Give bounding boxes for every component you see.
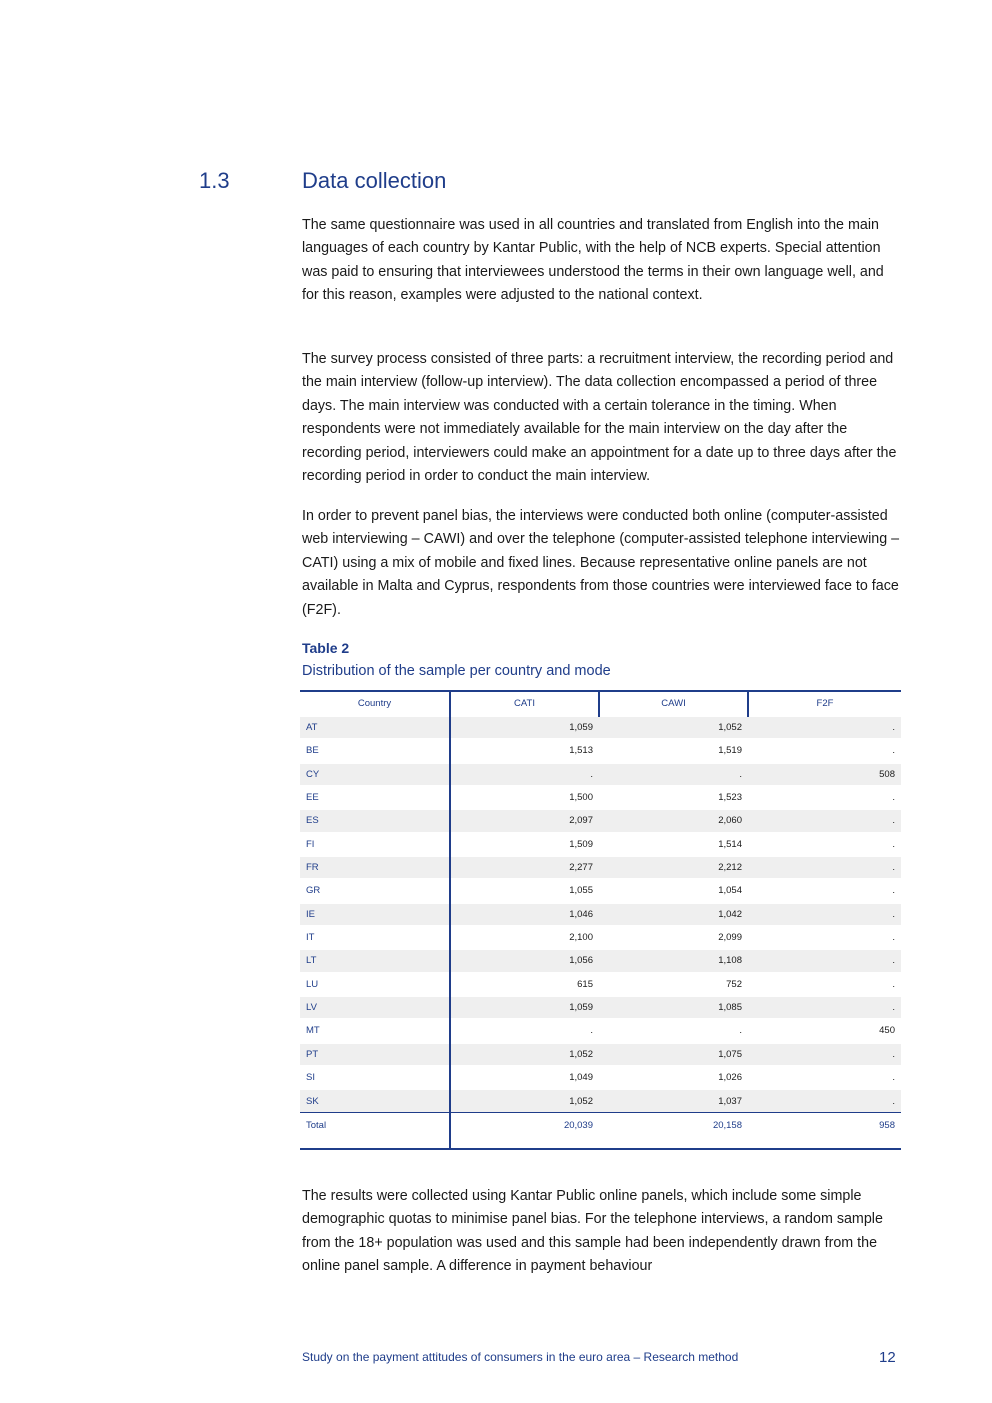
cell-f2f: . (748, 949, 901, 972)
cell-f2f: . (748, 739, 901, 762)
cell-country: IT (300, 926, 450, 949)
cell-cati: 615 (450, 973, 599, 996)
cell-cawi: 1,075 (599, 1043, 748, 1066)
cell-cati: 1,046 (450, 903, 599, 926)
cell-country: MT (300, 1019, 450, 1042)
section-number: 1.3 (199, 168, 230, 193)
header-f2f: F2F (748, 691, 901, 716)
table-row (300, 949, 901, 972)
cell-cawi: 1,037 (599, 1089, 748, 1112)
cell-f2f: 508 (748, 763, 901, 786)
cell-cati: 1,052 (450, 1089, 599, 1112)
cell-f2f: . (748, 833, 901, 856)
table-header-row (300, 691, 901, 716)
table-row (300, 716, 901, 739)
table-row (300, 1089, 901, 1112)
cell-cati: 1,509 (450, 833, 599, 856)
cell-f2f: . (748, 903, 901, 926)
page-number: 12 (879, 1349, 896, 1366)
cell-country: GR (300, 879, 450, 902)
cell-cati: 2,277 (450, 856, 599, 879)
cell-cawi: 1,042 (599, 903, 748, 926)
cell-cawi: 1,026 (599, 1066, 748, 1089)
table-row (300, 786, 901, 809)
paragraph-results: The results were collected using Kantar Public online panels, which include some simple demographic quotas to minimise panel bias. For the telephone interviews, a random sample from the 18+ population was used and this sample had been independently drawn from the online panel sample. A difference in payment behaviour (302, 1188, 883, 1275)
cell-cawi: . (599, 763, 748, 786)
table-row (300, 903, 901, 926)
table-row (300, 879, 901, 902)
cell-cati: 1,056 (450, 949, 599, 972)
cell-cawi: 1,519 (599, 739, 748, 762)
table-row (300, 809, 901, 832)
cell-cati: 1,052 (450, 1043, 599, 1066)
cell-cawi: 1,108 (599, 949, 748, 972)
cell-f2f: . (748, 1066, 901, 1089)
cell-country: LU (300, 973, 450, 996)
cell-country: FR (300, 856, 450, 879)
table-row (300, 1019, 901, 1042)
cell-cati: 2,100 (450, 926, 599, 949)
cell-f2f: . (748, 856, 901, 879)
cell-country: SI (300, 1066, 450, 1089)
cell-cati: 1,513 (450, 739, 599, 762)
total-cati: 20,039 (450, 1113, 599, 1150)
cell-country: CY (300, 763, 450, 786)
cell-f2f: . (748, 786, 901, 809)
cell-country: ES (300, 809, 450, 832)
cell-f2f: . (748, 973, 901, 996)
section-title: Data collection (302, 168, 447, 193)
table-total-row (300, 1113, 901, 1150)
cell-cati: 2,097 (450, 809, 599, 832)
cell-f2f: . (748, 879, 901, 902)
cell-country: AT (300, 716, 450, 739)
cell-country: IE (300, 903, 450, 926)
cell-cati: 1,059 (450, 716, 599, 739)
total-f2f: 958 (748, 1113, 901, 1150)
table-caption: Distribution of the sample per country and mode (302, 663, 611, 679)
table-row (300, 926, 901, 949)
cell-f2f: . (748, 716, 901, 739)
table-label: Table 2 (302, 640, 350, 656)
cell-f2f: . (748, 996, 901, 1019)
cell-f2f: . (748, 809, 901, 832)
cell-cati: . (450, 763, 599, 786)
cell-cawi: 2,060 (599, 809, 748, 832)
cell-cati: 1,059 (450, 996, 599, 1019)
cell-country: LT (300, 949, 450, 972)
cell-f2f: 450 (748, 1019, 901, 1042)
cell-f2f: . (748, 926, 901, 949)
header-cawi: CAWI (599, 691, 748, 716)
cell-cawi: 1,514 (599, 833, 748, 856)
table-row (300, 739, 901, 762)
footer-text: Study on the payment attitudes of consumers in the euro area – Research method (302, 1350, 739, 1364)
cell-cawi: 1,085 (599, 996, 748, 1019)
cell-country: LV (300, 996, 450, 1019)
cell-f2f: . (748, 1043, 901, 1066)
table-row (300, 833, 901, 856)
cell-f2f: . (748, 1089, 901, 1112)
table-row (300, 763, 901, 786)
total-cawi: 20,158 (599, 1113, 748, 1150)
paragraph-panel-bias: In order to prevent panel bias, the interviews were conducted both online (computer-assisted web interviewing – CAWI) and over the telephone (computer-assisted telephone interviewing – CATI) using a mix of mobile and fixed lines. Because representative online panels are not available in Malta and Cyprus, respondents from those countries were interviewed face to face (F2F). (302, 508, 900, 618)
cell-country: EE (300, 786, 450, 809)
cell-cawi: 752 (599, 973, 748, 996)
header-country: Country (300, 691, 450, 716)
cell-cawi: 1,054 (599, 879, 748, 902)
cell-cawi: 1,523 (599, 786, 748, 809)
cell-country: BE (300, 739, 450, 762)
cell-cati: 1,049 (450, 1066, 599, 1089)
cell-country: SK (300, 1089, 450, 1112)
cell-country: FI (300, 833, 450, 856)
table-row (300, 1043, 901, 1066)
cell-cawi: . (599, 1019, 748, 1042)
table-body (300, 716, 901, 1149)
cell-cati: 1,055 (450, 879, 599, 902)
cell-cati: . (450, 1019, 599, 1042)
cell-cawi: 1,052 (599, 716, 748, 739)
header-cati: CATI (450, 691, 599, 716)
paragraph-questionnaire: The same questionnaire was used in all countries and translated from English into the main languages of each country by Kantar Public, with the help of NCB experts. Special attention was paid to ensuring that interviewees understood the terms in their own language well, and for this reason, examples were adjusted to the national context. (302, 217, 884, 304)
cell-cati: 1,500 (450, 786, 599, 809)
sample-distribution-table (300, 690, 901, 1150)
cell-country: PT (300, 1043, 450, 1066)
total-country: Total (300, 1113, 450, 1150)
paragraph-survey-process: The survey process consisted of three parts: a recruitment interview, the recording period and the main interview (follow-up interview). The data collection encompassed a period of three days. The main interview was conducted with a certain tolerance in the timing. When respondents were not immediately available for the main interview on the day after the recording period, interviewers could make an appointment for a date up to three days after the recording period in order to conduct the main interview. (302, 351, 897, 485)
table-row (300, 1066, 901, 1089)
table-row (300, 856, 901, 879)
cell-cawi: 2,099 (599, 926, 748, 949)
cell-cawi: 2,212 (599, 856, 748, 879)
table-row (300, 973, 901, 996)
table-row (300, 996, 901, 1019)
